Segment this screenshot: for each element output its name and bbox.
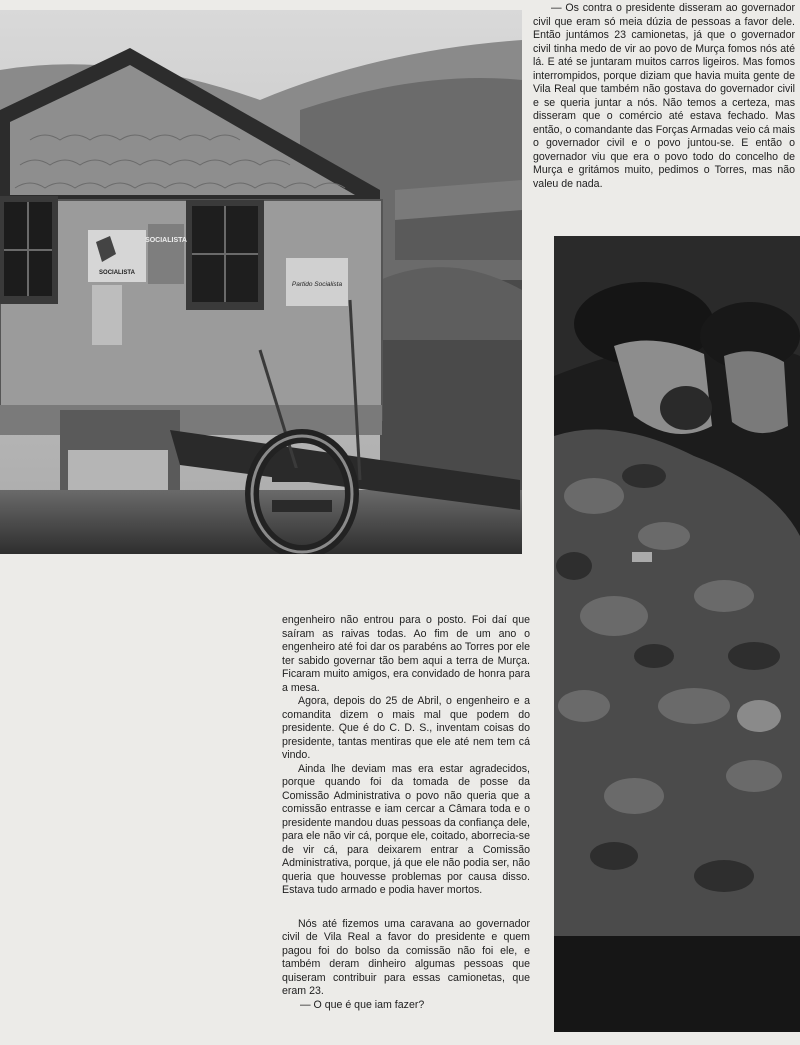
paragraph: Agora, depois do 25 de Abril, o engenheiro e a comandita dizem o mais mal que podem do presidente. Que é do C. D. S., inventam coisas do presidente, tantas mentiras que ele até nem tem cá vindo.: [282, 695, 530, 761]
soldiers-photo: [554, 236, 800, 1032]
paragraph: engenheiro não entrou para o posto. Foi daí que saíram as raivas todas. Ao fim de um ano o engenheiro até foi dar os parabéns ao Torres por ele ter sabido governar tão bem aqui a terra de Murça. Ficaram muito amigos, era convidado de honra para a mesa.: [282, 614, 530, 694]
question-line: — O que é que iam fazer?: [300, 998, 425, 1011]
main-text-column: [282, 614, 530, 1012]
paragraph: Ainda lhe deviam mas era estar agradecidos, porque quando foi da tomada de posse da Comissão Administrativa o povo não queria que a comissão entrasse e iam cercar a Câmara toda e o presidente mandou duas pessoas da confiança dele, para ele não vir cá, porque ele, coitado, aborrecia-se de vir cá, para deixarem entrar a Comissão Administrativa, porque, já que ele não podia ser, não queria que houvesse problemas por causa disso. Estava tudo armado e podia haver mortos.: [282, 762, 530, 896]
poster-2-text: SOCIALISTA: [145, 237, 187, 244]
paragraph: — Os contra o presidente disseram ao governador civil que eram só meia dúzia de pessoas a favor dele. Então juntámos 23 camionetas, já que o governador civil tinha medo de vir ao povo de Murça fomos nós até lá. E até se juntaram muitos carros ligeiros. Mas fomos interrompidos, porque diziam que havia muita gente de Vila Real que também não gostava do governador civil e se queria juntar a nós. Não temos a certeza, mas disseram que o comércio até estava fechado. Mas então, o comandante das Forças Armadas veio cá mais o governador civil e o povo juntou-se. E então o governador viu que era o povo todo do concelho de Murça e gritámos muito, pedimos o Torres, mas não valeu de nada.: [533, 2, 795, 190]
poster-1-text: SOCIALISTA: [99, 270, 135, 276]
poster-3-text: Partido Socialista: [291, 281, 343, 288]
top-text-column: [533, 2, 795, 191]
paragraph: Nós até fizemos uma caravana ao governador civil de Vila Real a favor do presidente e quem pagou foi do bolso da comissão não foi ele, e também deram dinheiro algumas pessoas que quiseram contribuir para essas camionetas, que eram 23.: [282, 917, 530, 997]
house-photo: [0, 10, 522, 554]
